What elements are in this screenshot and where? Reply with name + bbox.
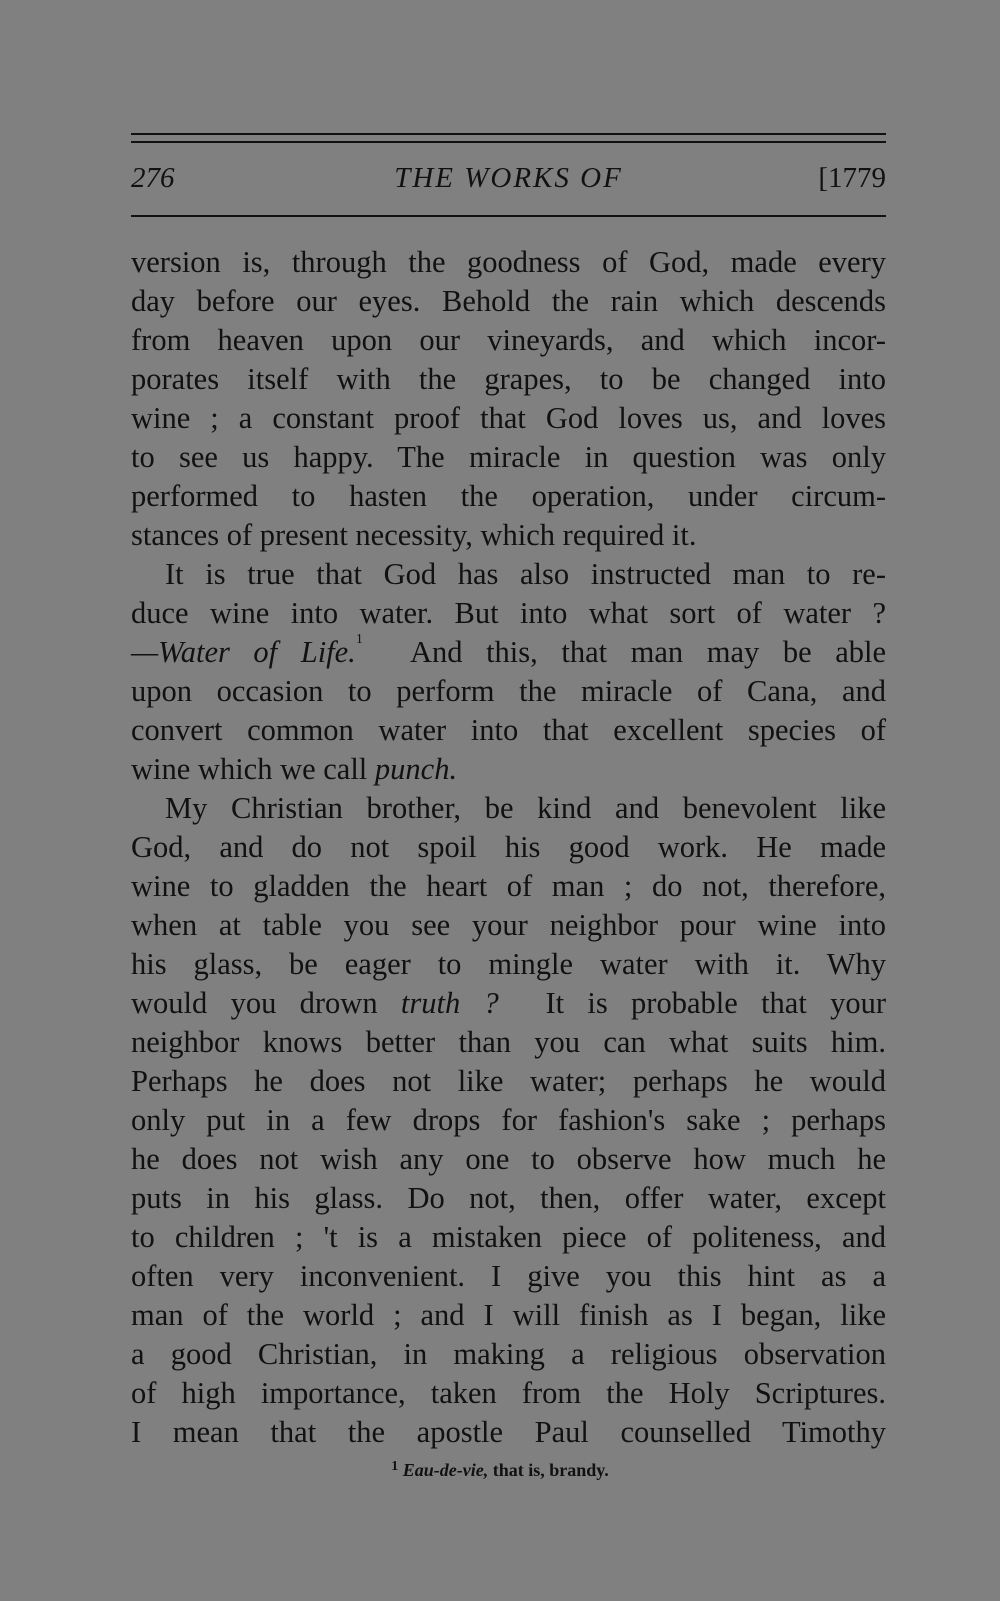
text-line: wine ; a constant proof that God loves us, and loves xyxy=(131,401,886,435)
year-bracket: [1779 xyxy=(818,162,886,194)
text-line: stances of present necessity, which required it. xyxy=(131,518,697,552)
text-line: to see us happy. The miracle in question was only xyxy=(131,440,886,474)
text-line xyxy=(131,633,886,672)
text-line: wine to gladden the heart of man ; do not, therefore, xyxy=(131,869,886,903)
footnote-text: that is, brandy. xyxy=(488,1460,609,1480)
text-line: of high importance, taken from the Holy Scriptures. xyxy=(131,1376,886,1410)
text-line xyxy=(131,984,886,1023)
text-line: version is, through the goodness of God, made every xyxy=(131,245,886,279)
text-line: puts in his glass. Do not, then, offer water, except xyxy=(131,1181,886,1215)
text-line: a good Christian, in making a religious observation xyxy=(131,1337,886,1371)
text-line: Perhaps he does not like water; perhaps he would xyxy=(131,1064,886,1098)
italic-phrase: —Water of Life. xyxy=(131,635,356,669)
text-line: he does not wish any one to observe how much he xyxy=(131,1142,886,1176)
header-double-rule xyxy=(131,133,886,145)
italic-word: punch. xyxy=(374,752,458,786)
text-line: to children ; 't is a mistaken piece of politeness, and xyxy=(131,1220,886,1254)
text-line: God, and do not spoil his good work. He made xyxy=(131,830,886,864)
body-text xyxy=(131,243,886,1452)
text-line: his glass, be eager to mingle water with it. Why xyxy=(131,947,886,981)
text-line: I mean that the apostle Paul counselled Timothy xyxy=(131,1415,886,1449)
text-line: performed to hasten the operation, under circum- xyxy=(131,479,886,513)
text-line: porates itself with the grapes, to be changed into xyxy=(131,362,886,396)
text-line: duce wine into water. But into what sort of water ? xyxy=(131,596,886,630)
footnote-term: Eau-de-vie, xyxy=(402,1460,489,1480)
text-segment: And this, that man may be able xyxy=(409,635,886,669)
text-line: only put in a few drops for fashion's sake ; perhaps xyxy=(131,1103,886,1137)
text-segment: wine which we call xyxy=(131,752,368,786)
text-line: often very inconvenient. I give you this hint as a xyxy=(131,1259,886,1293)
text-line: day before our eyes. Behold the rain which descends xyxy=(131,284,886,318)
page-number: 276 xyxy=(131,162,175,194)
text-line: neighbor knows better than you can what suits him. xyxy=(131,1025,886,1059)
text-line: It is true that God has also instructed man to re- xyxy=(165,557,886,591)
header-rule xyxy=(131,215,886,217)
rule-line xyxy=(131,141,886,143)
text-line xyxy=(131,750,886,789)
text-line: from heaven upon our vineyards, and which incor- xyxy=(131,323,886,357)
text-line: when at table you see your neighbor pour wine into xyxy=(131,908,886,942)
text-line: My Christian brother, be kind and benevolent like xyxy=(165,791,886,825)
text-line: upon occasion to perform the miracle of Cana, and xyxy=(131,674,886,708)
running-header xyxy=(131,162,886,202)
footnote-marker: 1 xyxy=(391,1459,399,1474)
italic-word: truth ? xyxy=(400,986,499,1020)
text-segment: It is probable that your xyxy=(545,986,887,1020)
footnote xyxy=(0,1460,1000,1481)
footnote-marker: 1 xyxy=(355,632,363,647)
text-line: convert common water into that excellent species of xyxy=(131,713,886,747)
text-line: man of the world ; and I will finish as I began, like xyxy=(131,1298,886,1332)
text-segment: would you drown xyxy=(131,986,378,1020)
rule-line xyxy=(131,133,886,135)
running-title: THE WORKS OF xyxy=(394,162,623,194)
